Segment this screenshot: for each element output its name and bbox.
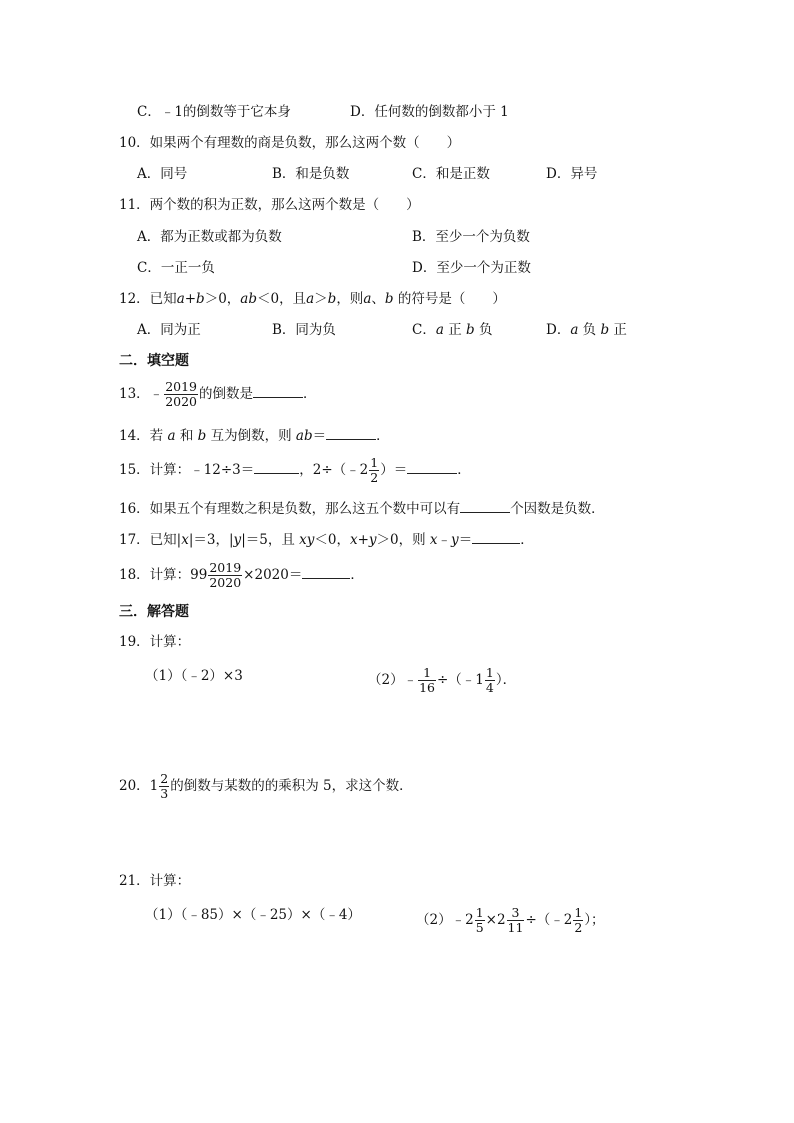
q15	[119, 456, 471, 485]
q18-end: ．	[350, 567, 364, 583]
q12-expr-apb: a+b	[176, 291, 205, 307]
q17-text: ＜0，	[314, 532, 350, 548]
q18-fraction	[208, 561, 242, 590]
q17-end: ．	[520, 532, 534, 548]
q14-expr-ab: ab	[295, 428, 313, 444]
q12-text: 12．已知	[119, 291, 177, 307]
q13-denominator: 2020	[165, 394, 197, 409]
q17	[119, 530, 534, 549]
q14-text: 和	[175, 428, 198, 444]
q20-numerator: 2	[160, 771, 169, 786]
q20	[119, 772, 413, 801]
q15-text: ）＝	[380, 462, 408, 478]
q17-text: |＝5，且	[241, 532, 300, 548]
q19-stem: 19．计算：	[119, 634, 191, 650]
q21-part-2	[416, 906, 605, 935]
q10-option-b: B．和是负数	[272, 166, 350, 182]
q15-text: ，2÷（﹣2	[299, 462, 369, 478]
q14-var-b: b	[197, 428, 207, 444]
q16-text: 个因数是负数．	[510, 501, 605, 517]
q21-p2-denominator-1: 5	[475, 920, 484, 935]
q11-option-c: C．一正一负	[137, 260, 215, 276]
q12-d-label: D．	[546, 322, 571, 338]
q17-text: ＞0，则	[376, 532, 430, 548]
q12-option-b: B．同为负	[272, 322, 336, 338]
q17-text: |＝3，|	[188, 532, 234, 548]
q15-end: ．	[457, 462, 471, 478]
q21-p2-numerator-1: 1	[475, 905, 484, 920]
q15-denominator: 2	[370, 470, 379, 485]
q15-answer-blank-1[interactable]	[254, 460, 299, 474]
q21-stem: 21．计算：	[119, 873, 191, 889]
q21-p2-denominator-3: 2	[574, 920, 583, 935]
q12-d-text: 负	[578, 322, 601, 338]
q18-denominator: 2020	[209, 575, 242, 590]
q17-text: ＝	[458, 532, 473, 548]
q15-text: 15．计算：﹣12÷3＝	[119, 462, 255, 478]
q12-d-var-a: a	[570, 322, 579, 338]
q19-p2-fraction-1	[418, 666, 436, 695]
q21-part-1: （1）（﹣85）×（﹣25）×（﹣4）	[145, 907, 361, 923]
q17-var-y: y	[233, 532, 242, 548]
q18-text: 18．计算：99	[119, 567, 208, 583]
q13-answer-blank[interactable]	[253, 384, 303, 398]
q10-option-d: D．异号	[546, 166, 598, 182]
q14-end: ．	[376, 428, 390, 444]
q20-text: 20．1	[119, 778, 159, 794]
q14-answer-blank[interactable]	[326, 426, 376, 440]
q21-p2-fraction-1	[475, 906, 485, 935]
q12-text: ＜0，且	[257, 291, 307, 307]
q12-text: ＞0，	[204, 291, 241, 307]
q19-p2-denominator-1: 16	[419, 680, 435, 695]
q13	[119, 380, 317, 409]
q13-text: 的倒数是	[199, 386, 253, 402]
q12-var-b: b	[327, 291, 337, 307]
q18	[119, 561, 364, 590]
q9-option-c: C．﹣1的倒数等于它本身	[137, 104, 291, 120]
q14	[119, 426, 390, 445]
q12-c-text: 正	[443, 322, 466, 338]
q17-var-x: x	[429, 532, 438, 548]
q10-option-c: C．和是正数	[412, 166, 490, 182]
q13-label: 13．﹣	[119, 386, 164, 402]
q17-expr-xpy: x+y	[349, 532, 377, 548]
q19-p2-numerator-1: 1	[418, 666, 436, 681]
q12-option-d	[546, 321, 627, 339]
q21-p2-text: ）；	[584, 912, 605, 928]
q12-c-var-a: a	[435, 322, 444, 338]
section-fill-in-heading: 二．填空题	[119, 353, 189, 369]
q12-d-var-b: b	[600, 322, 610, 338]
q19-p2-text: （2）﹣	[368, 672, 418, 688]
q17-answer-blank[interactable]	[472, 530, 520, 544]
q9-option-d: D．任何数的倒数都小于 1	[350, 104, 509, 120]
q10-option-a: A．同号	[137, 166, 188, 182]
q12-text: 的符号是（ ）	[393, 291, 506, 307]
q19-part-1: （1）（﹣2）×3	[145, 668, 243, 684]
q19-part-2	[368, 666, 516, 695]
q12-text: 、	[371, 291, 385, 307]
q13-numerator: 2019	[165, 379, 197, 394]
q12-expr-ab: ab	[240, 291, 257, 307]
q12-stem	[119, 290, 506, 308]
q21-p2-text: （2）﹣2	[416, 912, 474, 928]
q17-expr-xy: xy	[299, 532, 315, 548]
q19-p2-denominator-2: 4	[485, 680, 494, 695]
q20-text: 的倒数与某数的的乘积为 5，求这个数．	[170, 778, 413, 794]
q21-p2-numerator-3: 1	[574, 905, 583, 920]
q19-p2-fraction-2	[485, 666, 495, 695]
q15-numerator: 1	[370, 455, 379, 470]
q21-p2-denominator-2: 11	[507, 920, 524, 935]
q11-stem: 11．两个数的积为正数，那么这两个数是（ ）	[119, 197, 420, 213]
q12-text: ＞	[314, 291, 328, 307]
q16-answer-blank[interactable]	[460, 499, 510, 513]
q21-p2-text: ÷（﹣2	[525, 912, 573, 928]
q18-answer-blank[interactable]	[302, 565, 350, 579]
section-solve-heading: 三．解答题	[119, 604, 189, 620]
q20-denominator: 3	[160, 786, 169, 801]
q19-p2-text: ÷（﹣1	[437, 672, 484, 688]
q12-c-text: 负	[474, 322, 493, 338]
q11-option-b: B．至少一个为负数	[412, 229, 530, 245]
q12-var-a: a	[363, 291, 372, 307]
q17-text: ﹣	[437, 532, 452, 548]
q15-fraction	[369, 456, 379, 485]
q16-text: 16．如果五个有理数之积是负数，那么这五个数中可以有	[119, 501, 461, 517]
q18-numerator: 2019	[209, 560, 242, 575]
q12-option-c	[412, 321, 492, 339]
q21-p2-fraction-2	[507, 906, 525, 935]
q18-text: ×2020＝	[243, 567, 303, 583]
q14-var-a: a	[167, 428, 176, 444]
q11-option-d: D．至少一个为正数	[412, 260, 531, 276]
q14-text: 互为倒数，则	[206, 428, 296, 444]
q12-c-label: C．	[412, 322, 436, 338]
q17-var-x: x	[181, 532, 189, 548]
q12-text: ，则	[336, 291, 364, 307]
q21-p2-fraction-3	[573, 906, 583, 935]
q10-stem: 10．如果两个有理数的商是负数，那么这两个数（ ）	[119, 135, 461, 151]
q12-option-a: A．同为正	[137, 322, 201, 338]
q17-var-y: y	[451, 532, 459, 548]
q21-p2-text: ×2	[485, 912, 506, 928]
q15-answer-blank-2[interactable]	[407, 460, 457, 474]
q11-option-a: A．都为正数或都为负数	[137, 229, 282, 245]
q14-text: 14．若	[119, 428, 168, 444]
q12-var-a: a	[306, 291, 315, 307]
q13-end: ．	[303, 386, 317, 402]
q13-fraction	[164, 380, 198, 409]
q17-text: 17．已知|	[119, 532, 182, 548]
q19-p2-numerator-2: 1	[485, 665, 494, 680]
q21-p2-numerator-2: 3	[507, 906, 525, 921]
q12-var-b: b	[384, 291, 394, 307]
q19-p2-text: ）．	[495, 672, 517, 688]
q16	[119, 499, 605, 518]
q14-text: ＝	[312, 428, 327, 444]
q12-c-var-b: b	[466, 322, 475, 338]
q12-d-text: 正	[609, 322, 627, 338]
q20-fraction	[159, 772, 169, 801]
